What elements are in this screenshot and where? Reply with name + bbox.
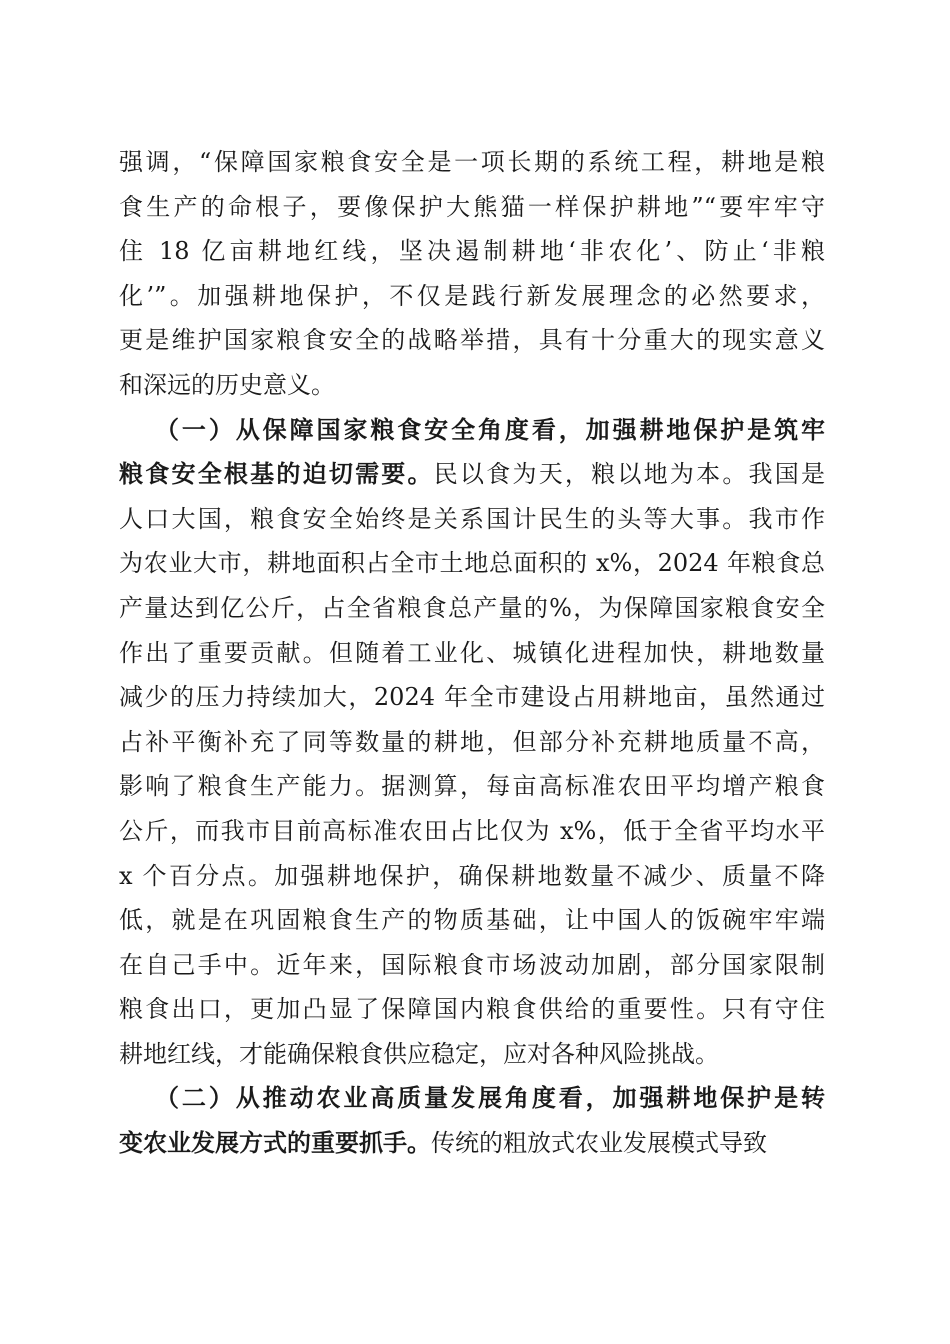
text-line — [119, 541, 825, 586]
text-line — [119, 229, 825, 274]
body-text-segment: 更是维护国家粮食安全的战略举措，具有十分重大的现实意义 — [119, 326, 825, 355]
text-line — [119, 898, 825, 943]
text-line — [119, 1032, 825, 1077]
body-text-segment: 传统的粗放式农业发展模式导致 — [431, 1129, 767, 1158]
body-text-segment: 影响了粮食生产能力。据测算，每亩高标准农田平均增产粮食 — [119, 772, 825, 801]
body-text-segment: 化’”。加强耕地保护，不仅是践行新发展理念的必然要求， — [119, 281, 825, 310]
text-line — [119, 185, 825, 230]
body-text-segment: 人口大国，粮食安全始终是关系国计民生的头等大事。我市作 — [119, 504, 825, 533]
text-line — [119, 140, 825, 185]
body-text-segment: 食生产的命根子，要像保护大熊猫一样保护耕地”“要牢牢守 — [119, 192, 825, 221]
text-line — [119, 363, 825, 408]
text-line — [119, 631, 825, 676]
text-line — [119, 318, 825, 363]
text-line — [119, 1121, 825, 1166]
body-text-segment: 作出了重要贡献。但随着工业化、城镇化进程加快，耕地数量 — [119, 638, 825, 667]
body-text-segment: 公斤，而我市目前高标准农田占比仅为 x%，低于全省平均水平 — [119, 816, 825, 845]
bold-heading-text: 粮食安全根基的迫切需要。 — [119, 459, 434, 489]
body-text-segment: 和深远的历史意义。 — [119, 370, 335, 399]
body-text-segment: 粮食出口，更加凸显了保障国内粮食供给的重要性。只有守住 — [119, 995, 825, 1024]
text-line — [119, 987, 825, 1032]
body-text-segment: 产量达到亿公斤，占全省粮食总产量的%，为保障国家粮食安全 — [119, 593, 825, 622]
body-text-segment: 在自己手中。近年来，国际粮食市场波动加剧，部分国家限制 — [119, 950, 825, 979]
text-line — [119, 764, 825, 809]
body-text-segment: 低，就是在巩固粮食生产的物质基础，让中国人的饭碗牢牢端 — [119, 906, 825, 935]
text-line — [119, 586, 825, 631]
document-body — [119, 140, 825, 1166]
text-line — [119, 854, 825, 899]
body-text-segment: 占补平衡补充了同等数量的耕地，但部分补充耕地质量不高， — [119, 727, 825, 756]
text-line — [119, 274, 825, 319]
bold-heading-text: 变农业发展方式的重要抓手。 — [119, 1128, 431, 1158]
text-line — [119, 408, 825, 453]
body-text-segment: 强调，“保障国家粮食安全是一项长期的系统工程，耕地是粮 — [119, 148, 825, 176]
text-line — [119, 675, 825, 720]
text-line — [119, 943, 825, 988]
body-text-segment: 减少的压力持续加大，2024 年全市建设占用耕地亩，虽然通过 — [119, 683, 825, 712]
bold-heading-text: （二）从推动农业高质量发展角度看，加强耕地保护是转 — [155, 1083, 825, 1113]
body-text-segment: 为农业大市，耕地面积占全市土地总面积的 x%，2024 年粮食总 — [119, 549, 825, 578]
body-text-segment: x 个百分点。加强耕地保护，确保耕地数量不减少、质量不降 — [119, 861, 825, 890]
body-text-segment: 民以食为天，粮以地为本。我国是 — [433, 460, 826, 489]
text-line — [119, 452, 825, 497]
text-line — [119, 1076, 825, 1121]
text-line — [119, 497, 825, 542]
bold-heading-text: （一）从保障国家粮食安全角度看，加强耕地保护是筑牢 — [155, 414, 825, 444]
text-line — [119, 809, 825, 854]
text-line — [119, 720, 825, 765]
body-text-segment: 耕地红线，才能确保粮食供应稳定，应对各种风险挑战。 — [119, 1039, 719, 1068]
body-text-segment: 住 18 亿亩耕地红线，坚决遏制耕地‘非农化’、防止‘非粮 — [119, 237, 825, 266]
